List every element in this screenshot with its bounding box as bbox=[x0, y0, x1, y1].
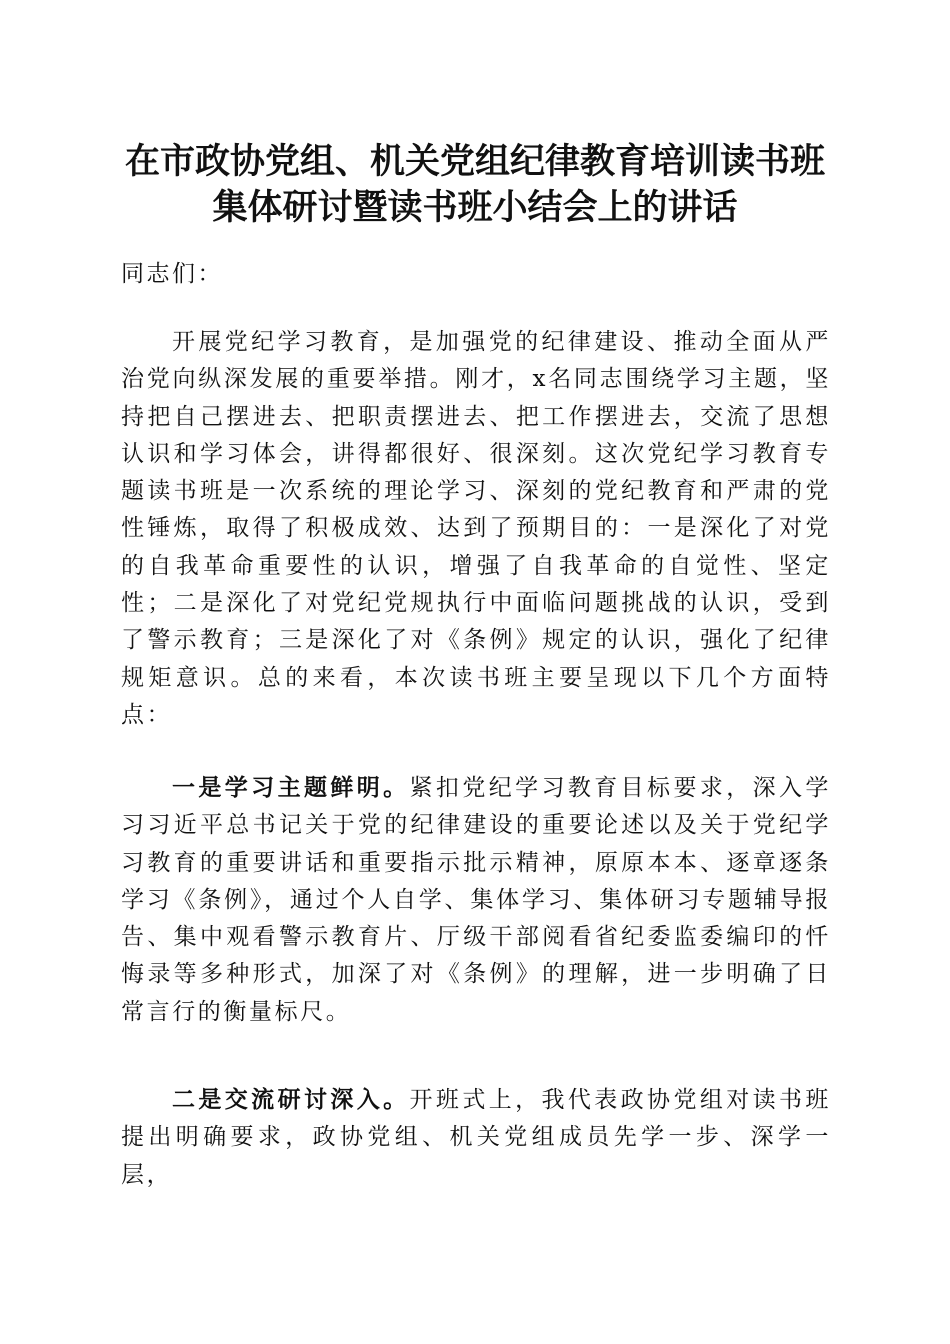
salutation: 同志们： bbox=[121, 261, 223, 287]
document-title-line-1: 在市政协党组、机关党组纪律教育培训读书班 bbox=[124, 142, 825, 182]
paragraph-3 bbox=[121, 1082, 831, 1194]
paragraph-2-text: 紧扣党纪学习教育目标要求，深入学习习近平总书记关于党的纪律建设的重要论述以及关于党纪学习教育的重要讲话和重要指示批示精神，原原本本、逐章逐条学习《条例》，通过个人自学、集体学习、集体研习专题辅导报告、集中观看警示教育片、厅级干部阅看省纪委监委编印的忏悔录等多种形式，加深了对《条例》的理解，进一步明确了日常言行的衡量标尺。 bbox=[121, 775, 831, 1025]
paragraph-1 bbox=[121, 324, 831, 734]
document-title-line-2: 集体研讨暨读书班小结会上的讲话 bbox=[212, 188, 738, 228]
paragraph-2 bbox=[121, 770, 831, 1031]
paragraph-1-text: 开展党纪学习教育，是加强党的纪律建设、推动全面从严治党向纵深发展的重要举措。刚才，x名同志围绕学习主题，坚持把自己摆进去、把职责摆进去、把工作摆进去，交流了思想认识和学习体会，讲得都很好、很深刻。这次党纪学习教育专题读书班是一次系统的理论学习、深刻的党纪教育和严肃的党性锤炼，取得了积极成效、达到了预期目的：一是深化了对党的自我革命重要性的认识，增强了自我革命的自觉性、坚定性；二是深化了对党纪党规执行中面临问题挑战的认识，受到了警示教育；三是深化了对《条例》规定的认识，强化了纪律规矩意识。总的来看，本次读书班主要呈现以下几个方面特点： bbox=[121, 329, 831, 728]
paragraph-2-lead: 一是学习主题鲜明。 bbox=[172, 775, 410, 801]
paragraph-3-lead: 二是交流研讨深入。 bbox=[172, 1087, 410, 1113]
paragraph-3-text: 开班式上，我代表政协党组对读书班提出明确要求，政协党组、机关党组成员先学一步、深学一层， bbox=[121, 1087, 831, 1188]
